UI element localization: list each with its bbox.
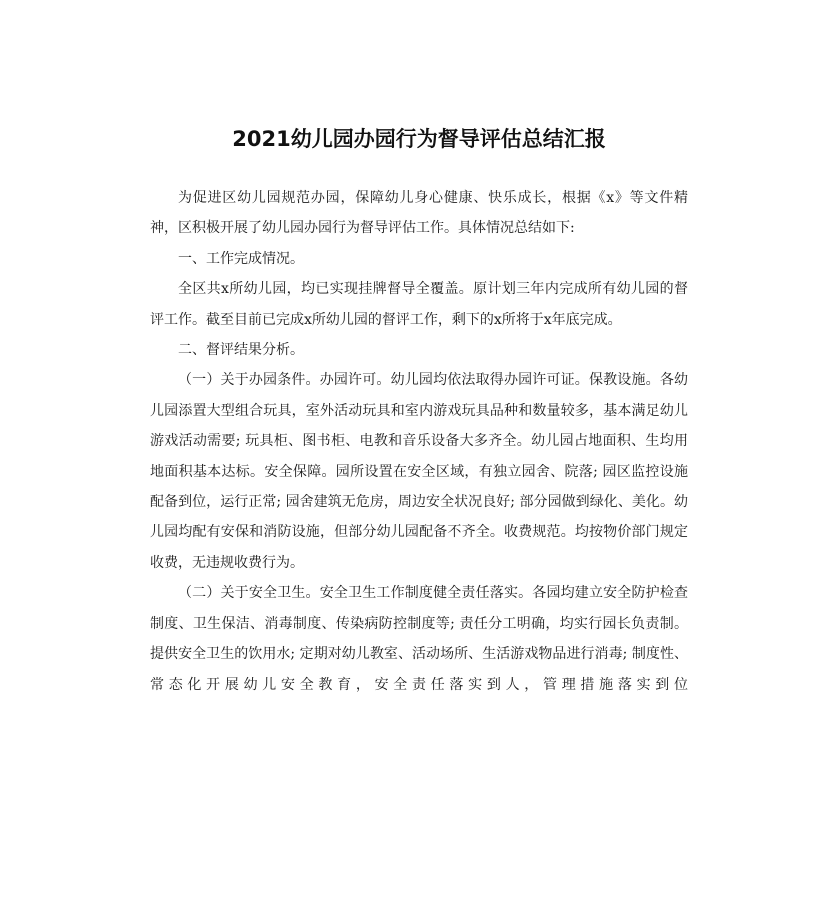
paragraph-work-completion: 全区共x所幼儿园，均已实现挂牌督导全覆盖。原计划三年内完成所有幼儿园的督评工作。截至目前已完成x所幼儿园的督评工作，剩下的x所将于x年底完成。: [150, 281, 688, 328]
document-body: [150, 183, 688, 700]
paragraph-intro: 为促进区幼儿园规范办园，保障幼儿身心健康、快乐成长，根据《x》等文件精神，区积极开展了幼儿园办园行为督导评估工作。具体情况总结如下:: [150, 190, 688, 237]
paragraph-school-conditions: （一）关于办园条件。办园许可。幼儿园均依法取得办园许可证。保教设施。各幼儿园添置大型组合玩具，室外活动玩具和室内游戏玩具品种和数量较多，基本满足幼儿游戏活动需要; 玩具柜、图书柜、电教和音乐设备大多齐全。幼儿园占地面积、生均用地面积基本达标。安全保障。园所设置在安全区域，有独立园舍、院落; 园区监控设施配备到位，运行正常; 园舍建筑无危房，周边安全状况良好; 部分园做到绿化、美化。幼儿园均配有安保和消防设施，但部分幼儿园配备不齐全。收费规范。均按物价部门规定收费，无违规收费行为。: [150, 372, 688, 571]
section-heading-results-analysis: 二、督评结果分析。: [178, 342, 304, 359]
paragraph-safety-hygiene: （二）关于安全卫生。安全卫生工作制度健全责任落实。各园均建立安全防护检查制度、卫生保洁、消毒制度、传染病防控制度等; 责任分工明确，均实行园长负责制。提供安全卫生的饮用水; 定期对幼儿教室、活动场所、生活游戏物品进行消毒; 制度性、常态化开展幼儿安全教育，安全责任落实到人，管理措施落实到位: [150, 585, 688, 693]
document-title: 2021幼儿园办园行为督导评估总结汇报: [232, 127, 606, 151]
section-heading-work-completion: 一、工作完成情况。: [178, 250, 304, 267]
